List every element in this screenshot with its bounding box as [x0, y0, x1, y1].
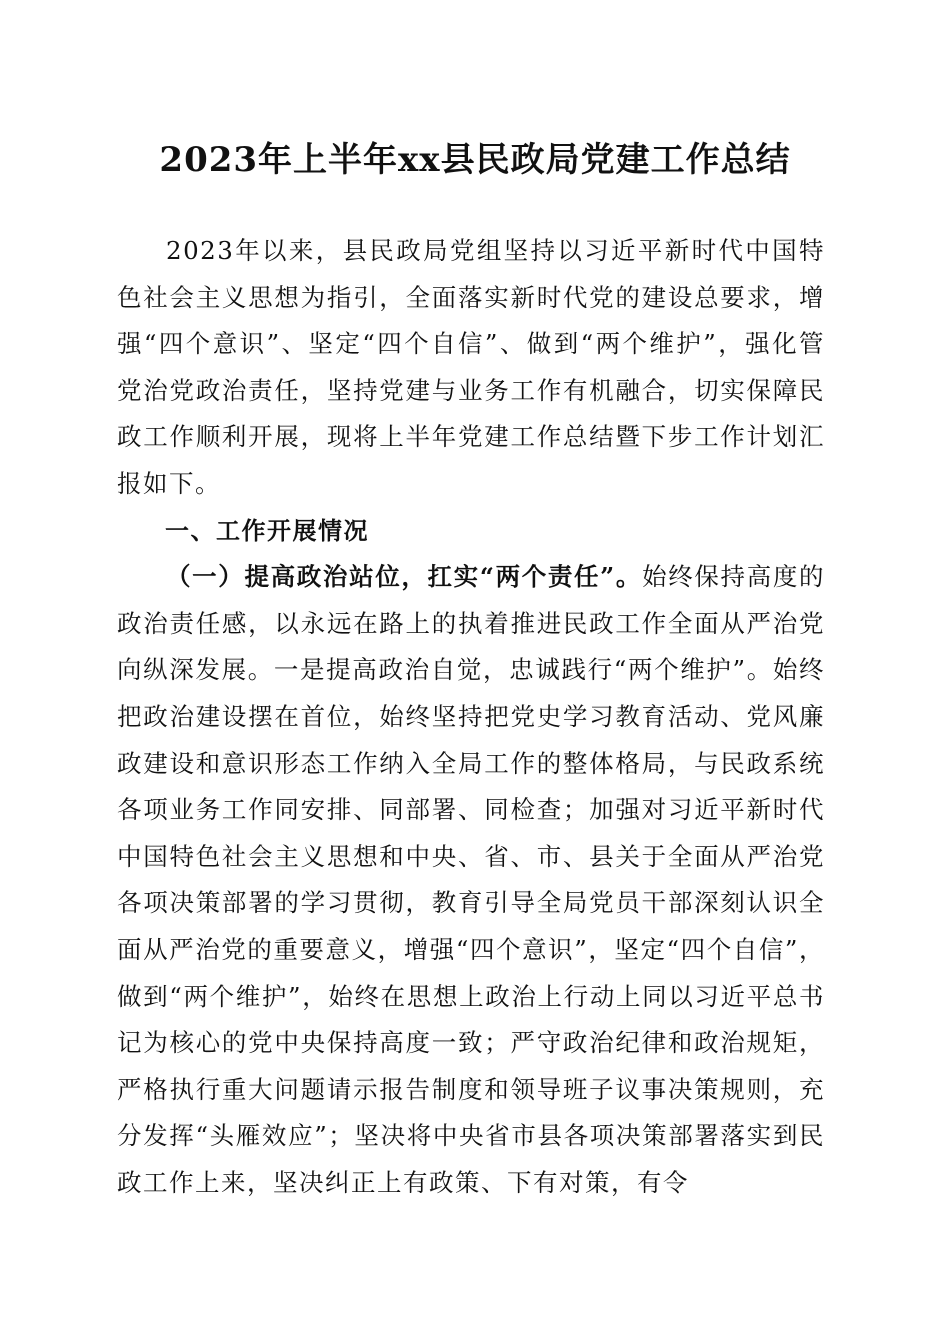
document-body: [117, 228, 825, 1206]
intro-paragraph: 2023年以来，县民政局党组坚持以习近平新时代中国特色社会主义思想为指引，全面落实新时代党的建设总要求，增强“四个意识”、坚定“四个自信”、做到“两个维护”，强化管党治党政治责任，坚持党建与业务工作有机融合，切实保障民政工作顺利开展，现将上半年党建工作总结暨下步工作计划汇报如下。: [117, 236, 825, 498]
subsection-text-1: 始终保持高度的政治责任感，以永远在路上的执着推进民政工作全面从严治党向纵深发展。一是提高政治自觉，忠诚践行“两个维护”。始终把政治建设摆在首位，始终坚持把党史学习教育活动、党风廉政建设和意识形态工作纳入全局工作的整体格局，与民政系统各项业务工作同安排、同部署、同检查；加强对习近平新时代中国特色社会主义思想和中央、省、市、县关于全面从严治党各项决策部署的学习贯彻，教育引导全局党员干部深刻认识全面从严治党的重要意义，增强“四个意识”，坚定“四个自信”，做到“两个维护”，始终在思想上政治上行动上同以习近平总书记为核心的党中央保持高度一致；严守政治纪律和政治规矩，严格执行重大问题请示报告制度和领导班子议事决策规则，充分发挥“头雁效应”；坚决将中央省市县各项决策部署落实到民政工作上来，坚决纠正上有政策、下有对策，有令: [117, 562, 826, 1197]
document-title: 2023年上半年xx县民政局党建工作总结: [159, 140, 791, 180]
subsection-heading-1: （一）提高政治站位，扛实“两个责任”。: [166, 562, 643, 592]
section-heading-1: 一、工作开展情况: [165, 516, 369, 545]
subsection-paragraph-1: [117, 554, 825, 1206]
